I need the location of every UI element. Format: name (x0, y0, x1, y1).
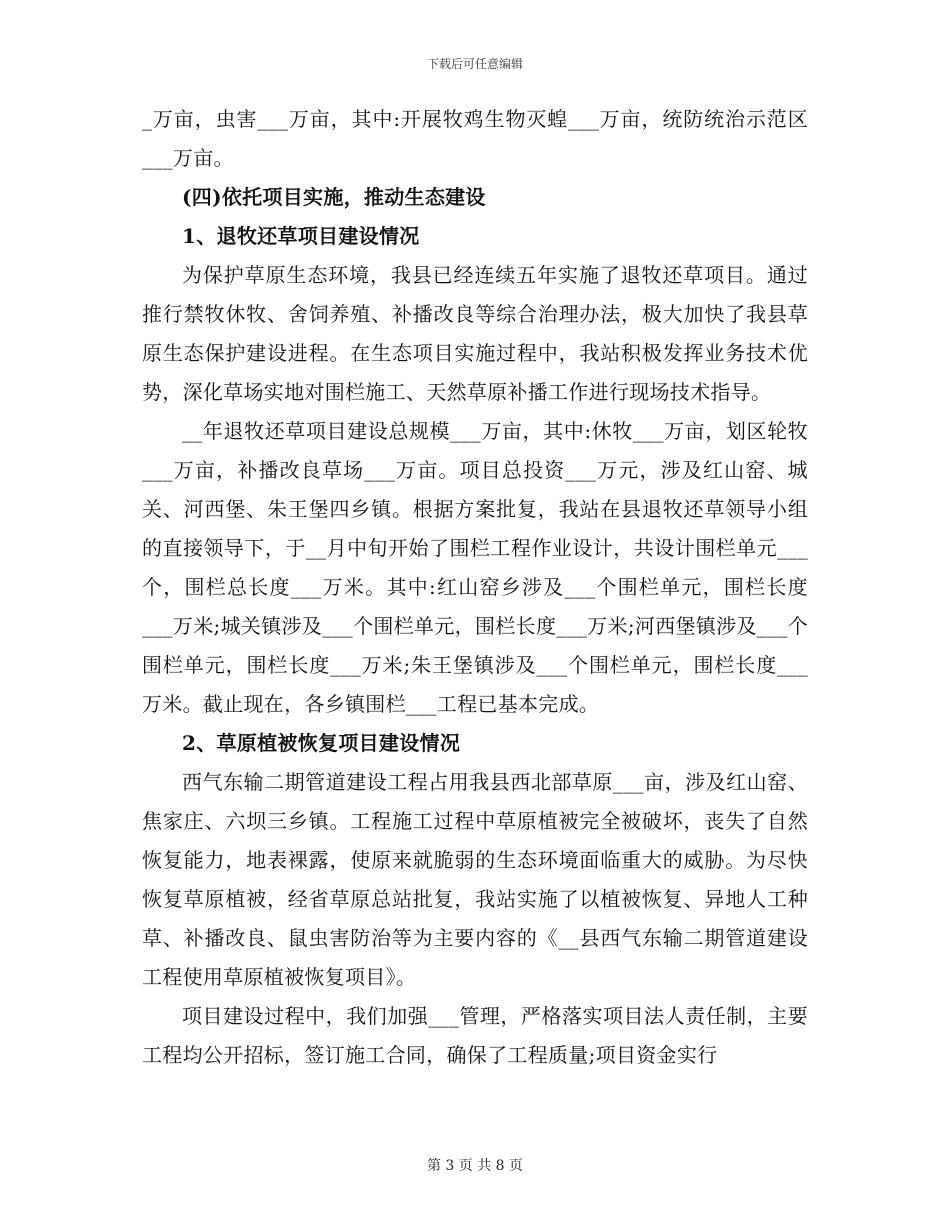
paragraph-project-scale: __年退牧还草项目建设总规模___万亩，其中:休牧___万亩，划区轮牧___万亩，补播改良草场___万亩。项目总投资___万元，涉及红山窑、城关、河西堡、朱王堡四乡镇。根据方案批复，我站在县退牧还草领导小组的直接领导下，于__月中旬开始了围栏工程作业设计，共设计围栏单元___个，围栏总长度___万米。其中:红山窑乡涉及___个围栏单元，围栏长度___万米;城关镇涉及___个围栏单元，围栏长度___万米;河西堡镇涉及___个围栏单元，围栏长度___万米;朱王堡镇涉及___个围栏单元，围栏长度___万米。截止现在，各乡镇围栏___工程已基本完成。 (142, 419, 808, 716)
subsection-heading-2: 2、草原植被恢复项目建设情况 (182, 731, 461, 755)
paragraph-project-management: 项目建设过程中，我们加强___管理，严格落实项目法人责任制，主要工程均公开招标，签订施工合同，确保了工程质量;项目资金实行 (142, 1004, 808, 1067)
paragraph-grassland-protection: 为保护草原生态环境，我县已经连续五年实施了退牧还草项目。通过推行禁牧休牧、舍饲养殖、补播改良等综合治理办法，极大加快了我县草原生态保护建设进程。在生态项目实施过程中，我站积极发挥业务技术优势，深化草场实地对围栏施工、天然草原补播工作进行现场技术指导。 (142, 263, 808, 404)
paragraph-pipeline-project: 西气东输二期管道建设工程占用我县西北部草原___亩，涉及红山窑、焦家庄、六坝三乡镇。工程施工过程中草原植被完全被破坏，丧失了自然恢复能力，地表裸露，使原来就脆弱的生态环境面临重大的威胁。为尽快恢复草原植被，经省草原总站批复，我站实施了以植被恢复、异地人工种草、补播改良、鼠虫害防治等为主要内容的《__县西气东输二期管道建设工程使用草原植被恢复项目》。 (142, 770, 808, 989)
section-heading-4: (四)依托项目实施，推动生态建设 (182, 185, 486, 209)
page-header-note: 下载后可任意编辑 (426, 57, 523, 71)
subsection-heading-1: 1、退牧还草项目建设情况 (182, 224, 420, 248)
paragraph-continued: _万亩，虫害___万亩，其中:开展牧鸡生物灭蝗___万亩，统防统治示范区___万亩。 (142, 107, 808, 170)
page-number-footer: 第 3 页 共 8 页 (426, 1158, 524, 1174)
document-body (142, 100, 808, 1075)
